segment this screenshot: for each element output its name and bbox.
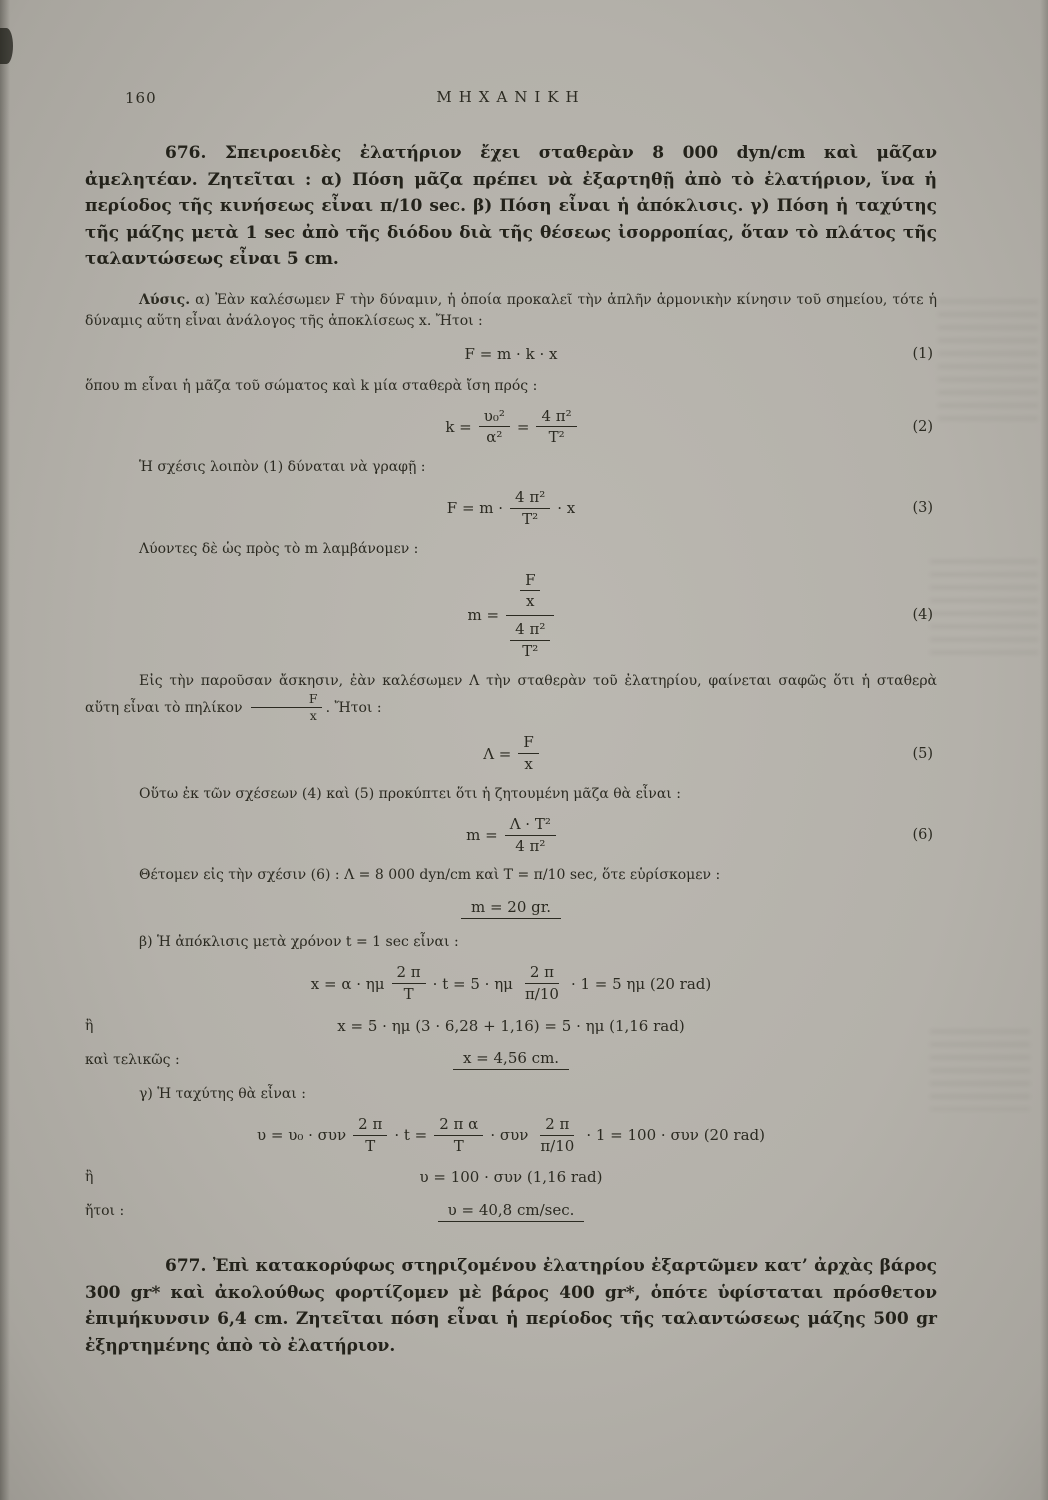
- equation-2: [85, 407, 937, 448]
- eq2-fraction-2: [536, 407, 576, 448]
- equation-4-number: (4): [912, 607, 933, 624]
- eqc1-frac1-den: T: [365, 1136, 376, 1155]
- solution-paragraph-relation: Ἡ σχέσις λοιπὸν (1) δύναται νὰ γραφῇ :: [139, 459, 426, 476]
- eq6-fraction: [505, 815, 556, 856]
- eq2-lhs: k =: [445, 417, 472, 436]
- equation-6-number: (6): [912, 827, 933, 844]
- scan-artifact-bleedthrough: [930, 1030, 1030, 1110]
- thus-label: ἤτοι :: [85, 1203, 125, 1220]
- eq4-numerator: [506, 570, 554, 617]
- equation-6-body: [466, 815, 556, 856]
- eq5-frac-den: x: [524, 755, 533, 774]
- eqc1-segment-2: · t =: [394, 1126, 428, 1145]
- eq4-big-fraction: [506, 570, 554, 661]
- scan-artifact-bleedthrough: [930, 560, 1038, 660]
- eq4-top-num: F: [520, 571, 540, 592]
- eq3-rhs: · x: [557, 499, 576, 518]
- eq6-lhs: m =: [466, 826, 498, 845]
- eq4-bot-den: T²: [522, 641, 539, 660]
- eqc1-frac3-num: 2 π: [540, 1115, 574, 1136]
- inline-fraction-F-over-x: [251, 692, 322, 724]
- eq2-frac2-den: T²: [548, 428, 565, 447]
- eq2-frac1-den: α²: [486, 428, 503, 447]
- eqb1-segment-1: x = α · ημ: [310, 974, 385, 993]
- eq3-frac-den: T²: [522, 509, 539, 528]
- equation-3: [85, 488, 937, 529]
- eqc1-frac1-num: 2 π: [353, 1115, 387, 1136]
- scan-edge-shadow-left: [0, 0, 10, 1500]
- equation-1-body: F = m · k · x: [464, 344, 558, 363]
- eq2-frac2-num: 4 π²: [536, 407, 576, 428]
- equation-3-number: (3): [912, 500, 933, 517]
- eq5-fraction: [518, 733, 538, 774]
- equation-2-number: (2): [912, 418, 933, 435]
- eqb1-segment-3: · 1 = 5 ημ (20 rad): [570, 974, 712, 993]
- equation-c2-body: υ = 100 · συν (1,16 rad): [419, 1168, 603, 1187]
- eqc1-segment-4: · 1 = 100 · συν (20 rad): [586, 1126, 765, 1145]
- equation-4: [85, 570, 937, 661]
- scan-artifact-bleedthrough: [938, 300, 1038, 430]
- page-number: 160: [125, 89, 157, 107]
- eq4-inner-fraction-bottom: [510, 620, 550, 661]
- page-header-title: ΜΗΧΑΝΙΚΗ: [436, 88, 586, 106]
- eq5-frac-num: F: [518, 733, 538, 754]
- eqc1-frac2-den: T: [453, 1136, 464, 1155]
- inline-frac-num: F: [251, 692, 322, 708]
- equation-1: [85, 342, 937, 366]
- eq4-bot-num: 4 π²: [510, 620, 550, 641]
- eq2-frac1-num: υ₀²: [479, 407, 510, 428]
- page-content: [85, 88, 937, 1376]
- eqc1-frac2-num: 2 π α: [434, 1115, 483, 1136]
- p5-text-a: Εἰς τὴν παροῦσαν ἄσκησιν, ἐὰν καλέσωμεν Λ τὴν σταθερὰν τοῦ ἐλατηρίου, φαίνεται σαφῶς ὅτι ἡ σταθερὰ αὕτη εἶναι τὸ πηλίκον: [85, 672, 937, 716]
- solution-paragraph-k: ὅπου m εἶναι ἡ μᾶζα τοῦ σώματος καὶ k μία σταθερὰ ἴση πρός :: [85, 377, 538, 394]
- eqb1-segment-2: · t = 5 · ημ: [432, 974, 513, 993]
- eqb1-frac2-den: π/10: [524, 985, 559, 1004]
- eqc1-fraction-3: [535, 1115, 579, 1156]
- equation-5: [85, 733, 937, 774]
- result-velocity-value: υ = 40,8 cm/sec.: [438, 1201, 585, 1222]
- eq2-fraction-1: [479, 407, 510, 448]
- eq3-lhs: F = m ·: [446, 499, 504, 518]
- equation-c1-body: [257, 1115, 765, 1156]
- or-label-2: ἢ: [85, 1169, 94, 1186]
- result-displacement-value: x = 4,56 cm.: [453, 1049, 569, 1070]
- eqb1-frac1-num: 2 π: [392, 963, 426, 984]
- eq6-frac-num: Λ · T²: [505, 815, 556, 836]
- result-mass-row: [85, 896, 937, 920]
- equation-b2-body: x = 5 · ημ (3 · 6,28 + 1,16) = 5 · ημ (1,16 rad): [337, 1016, 685, 1035]
- eqc1-fraction-1: [353, 1115, 387, 1156]
- eq4-top-den: x: [526, 592, 535, 611]
- solution-paragraph-lambda: [85, 671, 937, 724]
- solution-section-gamma: γ) Ἡ ταχύτης θὰ εἶναι :: [139, 1085, 306, 1102]
- eq6-frac-den: 4 π²: [515, 836, 546, 855]
- eq5-lhs: Λ =: [483, 744, 512, 763]
- page-header-row: [85, 88, 937, 110]
- eq4-inner-fraction-top: [520, 571, 540, 612]
- problem-676-statement: 676. Σπειροειδὲς ἐλατήριον ἔχει σταθερὰν 8 000 dyn/cm καὶ μᾶζαν ἀμελητέαν. Ζητεῖται : α) Πόση μᾶζα πρέπει νὰ ἐξαρτηθῇ ἀπὸ τὸ ἐλατήριον, ἵνα ἡ περίοδος τῆς κινήσεως εἶναι π/10 sec. β) Πόση εἶναι ἡ ἀπόκλισις. γ) Πόση ἡ ταχύτης τῆς μάζης μετὰ 1 sec ἀπὸ τῆς διόδου διὰ τῆς θέσεως ἰσορροπίας, ὅταν τὸ πλάτος τῆς ταλαντώσεως εἶναι 5 cm.: [85, 143, 937, 270]
- result-displacement-row: [85, 1048, 937, 1072]
- or-label-1: ἢ: [85, 1017, 94, 1034]
- equation-c1: [85, 1115, 937, 1156]
- solution-lead: Λύσις.: [139, 291, 191, 308]
- eqc1-segment-1: υ = υ₀ · συν: [257, 1126, 347, 1145]
- inline-frac-den: x: [309, 707, 317, 723]
- eqb1-fraction-1: [392, 963, 426, 1004]
- equation-6: [85, 815, 937, 856]
- eqc1-frac3-den: π/10: [540, 1136, 575, 1155]
- equation-5-body: [483, 733, 539, 774]
- equation-1-number: (1): [912, 345, 933, 362]
- result-velocity-row: [85, 1199, 937, 1223]
- equation-b1: [85, 963, 937, 1004]
- eqb1-frac1-den: T: [403, 985, 414, 1004]
- equation-c2-row: [85, 1165, 937, 1189]
- eq2-equals: =: [516, 417, 530, 436]
- scan-edge-shadow-right: [1040, 0, 1048, 1500]
- equation-5-number: (5): [912, 745, 933, 762]
- scan-artifact-speck: [0, 28, 13, 64]
- finally-label: καὶ τελικῶς :: [85, 1051, 180, 1068]
- solution-section-beta: β) Ἡ ἀπόκλισις μετὰ χρόνον t = 1 sec εἶναι :: [139, 934, 459, 951]
- eqb1-fraction-2: [520, 963, 564, 1004]
- solution-paragraph-solve-m: Λύοντες δὲ ὡς πρὸς τὸ m λαμβάνομεν :: [139, 540, 419, 557]
- problem-677-statement: 677. Ἐπὶ κατακορύφως στηριζομένου ἐλατηρίου ἐξαρτῶμεν κατ’ ἀρχὰς βάρος 300 gr* καὶ ἀκολούθως φορτίζομεν μὲ βάρος 400 gr*, ὁπότε ὑφίσταται πρόσθετον ἐπιμήκυνσιν 6,4 cm. Ζητεῖται πόση εἶναι ἡ περίοδος τῆς ταλαντώσεως μάζης 500 gr ἐξηρτημένης ἀπὸ τὸ ἐλατήριον.: [85, 1256, 937, 1356]
- p5-text-b: . Ἤτοι :: [325, 699, 382, 716]
- eqc1-fraction-2: [434, 1115, 483, 1156]
- equation-2-body: [445, 407, 576, 448]
- equation-b1-body: [311, 963, 711, 1004]
- solution-paragraph-mass: Οὕτω ἐκ τῶν σχέσεων (4) καὶ (5) προκύπτει ὅτι ἡ ζητουμένη μᾶζα θὰ εἶναι :: [139, 785, 681, 802]
- eq3-fraction: [510, 488, 550, 529]
- eqb1-frac2-num: 2 π: [525, 963, 559, 984]
- solution-intro-text: α) Ἐὰν καλέσωμεν F τὴν δύναμιν, ἡ ὁποία προκαλεῖ τὴν ἁπλῆν ἁρμονικὴν κίνησιν τοῦ σημείου, τότε ἡ δύναμις αὕτη εἶναι ἀνάλογος τῆς ἀποκλίσεως x. Ἤτοι :: [85, 291, 937, 329]
- equation-4-body: [468, 570, 555, 661]
- eq3-frac-num: 4 π²: [510, 488, 550, 509]
- eqc1-segment-3: · συν: [490, 1126, 529, 1145]
- eq4-denominator: [510, 616, 550, 661]
- equation-b2-row: [85, 1014, 937, 1038]
- solution-paragraph-substitute: Θέτομεν εἰς τὴν σχέσιν (6) : Λ = 8 000 dyn/cm καὶ T = π/10 sec, ὅτε εὑρίσκομεν :: [139, 867, 721, 884]
- eq4-lhs: m =: [467, 606, 500, 625]
- equation-3-body: [447, 488, 575, 529]
- solution-intro: [85, 290, 937, 332]
- result-mass-value: m = 20 gr.: [461, 898, 561, 919]
